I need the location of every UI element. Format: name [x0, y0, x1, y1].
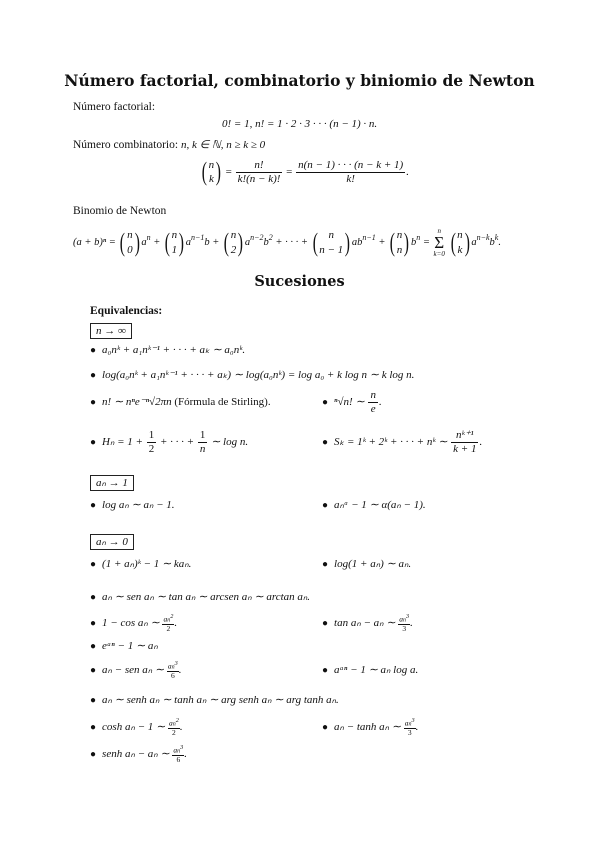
harmonic-frac-1: $\frac{1}{2}$	[148, 429, 155, 456]
fraction-den-2: k!	[346, 172, 355, 185]
fraction-num: n!	[236, 159, 283, 173]
bullet: ●	[322, 721, 329, 733]
item-z1-text: (1 + aₙ)ᵏ − 1 ∼ kaₙ.	[102, 558, 192, 570]
newton-formula: (a + b)ⁿ = ( n 0 ) $a^n$ + ( n 1 ) $a^{n-1}b$ + ( n 2 ) $a^{n-2}b^2$ + · · · + ( n n − 1 ) $ab^{n-1}$ + ( n n ) $b^n$ = n Σ k=0 ( n k ) $a^{n-k}b^k$.	[73, 227, 501, 259]
item-senh-text: senh aₙ − aₙ ∼	[102, 747, 170, 760]
binom-n-n: ( n n )	[389, 227, 410, 257]
item-logpoly	[90, 368, 414, 381]
item-trig-text: aₙ ∼ sen aₙ ∼ tan aₙ ∼ arcsen aₙ ∼ arctan aₙ.	[102, 591, 311, 603]
root-text: ⁿ√n! ∼	[334, 396, 365, 409]
sen-frac: $\frac{an^3}{6}$	[167, 660, 178, 680]
sk-a: Sₖ = 1ᵏ + 2ᵏ + · · · + nᵏ ∼	[334, 436, 448, 449]
sum-symbol: n Σ k=0	[433, 227, 445, 259]
equals-sign: =	[225, 165, 232, 178]
item-harmonic	[90, 429, 248, 456]
item-log1-text: log aₙ ∼ aₙ − 1.	[102, 499, 175, 511]
item-z2	[322, 557, 411, 570]
item-alog	[322, 663, 418, 676]
item-root: ● ⁿ√n! ∼ $\frac{n}{e}$ .	[322, 389, 382, 416]
cos-frac: $\frac{an^2}{2}$	[163, 613, 174, 633]
sk-den: k + 1	[453, 443, 477, 456]
item-cos-text: 1 − cos aₙ ∼	[102, 616, 160, 629]
item-sen: ● aₙ − sen aₙ ∼ $\frac{an^3}{6}$ .	[90, 660, 182, 680]
newton-lhs: (a + b)ⁿ =	[73, 237, 116, 249]
item-alog-text: aᵃⁿ − 1 ∼ aₙ log a.	[334, 664, 419, 676]
item-exp	[90, 639, 158, 652]
bullet: ●	[90, 500, 97, 511]
fraction-factorial	[236, 159, 283, 186]
stirling-math: n! ∼ nⁿe⁻ⁿ√2πn	[102, 396, 172, 408]
item-senh: ● senh aₙ − aₙ ∼ $\frac{an^3}{6}$ .	[90, 744, 187, 764]
factorial-formula: 0! = 1, n! = 1 · 2 · 3 · · · (n − 1) · n.	[222, 118, 378, 130]
bullet: ●	[90, 345, 97, 356]
item-poly-text: a₀nᵏ + a₁nᵏ⁻¹ + · · · + aₖ ∼ a₀nᵏ.	[102, 344, 246, 356]
item-trig	[90, 590, 310, 603]
page-title: Número factorial, combinatorio y biniomio de Newton	[64, 71, 535, 90]
combinatorio-condition: n, k ∈ ℕ, n ≥ k ≥ 0	[180, 139, 266, 151]
root-fraction	[368, 389, 378, 416]
section-box-inf: n → ∞	[90, 323, 132, 339]
combinatorio-label-text: Número combinatorio:	[73, 139, 179, 151]
bullet: ●	[322, 500, 329, 511]
bullet: ●	[90, 721, 97, 733]
binom-n-2: ( n 2 )	[223, 227, 244, 257]
newton-label: Binomio de Newton	[73, 205, 167, 217]
item-tanh-text: aₙ − tanh aₙ ∼	[334, 720, 402, 733]
item-cosh-text: cosh aₙ − 1 ∼	[102, 720, 166, 733]
cosh-frac: $\frac{an^2}{2}$	[168, 717, 179, 737]
fraction-product	[296, 159, 405, 186]
item-z2-text: log(1 + aₙ) ∼ aₙ.	[334, 558, 412, 570]
combinatorio-label	[73, 138, 265, 151]
item-pow1	[322, 498, 426, 511]
sk-num: nᵏ⁺¹	[451, 429, 478, 443]
fraction-den: k!(n − k)!	[237, 172, 281, 185]
section-zero	[90, 530, 134, 549]
bullet: ●	[90, 592, 97, 603]
bullet: ●	[90, 617, 97, 629]
bullet: ●	[90, 397, 97, 408]
root-den: e	[370, 403, 376, 416]
bullet: ●	[90, 641, 97, 652]
bullet: ●	[322, 665, 329, 676]
fraction-num-2: n(n − 1) · · · (n − k + 1)	[296, 159, 405, 173]
senh-frac: $\frac{an^3}{6}$	[173, 744, 184, 764]
section-one	[90, 471, 134, 490]
bullet: ●	[90, 559, 97, 570]
item-cosh: ● cosh aₙ − 1 ∼ $\frac{an^2}{2}$ .	[90, 717, 183, 737]
harmonic-c: ∼ log n.	[211, 436, 249, 449]
binom-n-1: ( n 1 )	[164, 227, 185, 257]
sk-frac	[451, 429, 478, 456]
bullet: ●	[322, 617, 329, 629]
root-num: n	[368, 389, 378, 403]
bullet: ●	[322, 397, 329, 409]
tan-frac: $\frac{an^3}{3}$	[399, 613, 410, 633]
item-logpoly-text: log(a₀nᵏ + a₁nᵏ⁻¹ + · · · + aₖ) ∼ log(a₀nᵏ) = log a₀ + k log n ∼ k log n.	[102, 369, 415, 381]
item-tan-text: tan aₙ − aₙ ∼	[334, 616, 396, 629]
tanh-frac: $\frac{an^3}{3}$	[404, 717, 415, 737]
harmonic-a: Hₙ = 1 +	[102, 436, 143, 449]
harmonic-frac-n: $\frac{1}{n}$	[199, 429, 206, 456]
item-cos: ● 1 − cos aₙ ∼ $\frac{an^2}{2}$ .	[90, 613, 178, 633]
item-exp-text: eᵃⁿ − 1 ∼ aₙ	[102, 640, 158, 652]
item-pow1-text: aₙᵅ − 1 ∼ α(aₙ − 1).	[334, 499, 426, 511]
bullet: ●	[90, 437, 97, 449]
stirling-text: (Fórmula de Stirling).	[174, 396, 271, 408]
bullet: ●	[90, 664, 97, 676]
item-sk: ● Sₖ = 1ᵏ + 2ᵏ + · · · + nᵏ ∼ $\frac{\text{nᵏ⁺¹}}{k + 1}$ .	[322, 429, 483, 456]
sucesiones-title: Sucesiones	[254, 273, 345, 290]
combinatorio-formula: ( n k ) = $\frac{n!}{k!(n - k)!}$ = $\frac{n(n - 1) \cdot \cdot \cdot (n - k + 1)}{k!}$ .	[201, 157, 409, 187]
item-tanh: ● aₙ − tanh aₙ ∼ $\frac{an^3}{3}$ .	[322, 717, 419, 737]
factorial-label: Número factorial:	[73, 101, 156, 113]
item-sen-text: aₙ − sen aₙ ∼	[102, 663, 165, 676]
item-poly	[90, 343, 245, 356]
bullet: ●	[322, 437, 329, 449]
item-hyp	[90, 693, 339, 706]
harmonic-b: + · · · +	[159, 436, 195, 449]
item-log1	[90, 498, 175, 511]
section-box-one: aₙ → 1	[90, 475, 134, 491]
bullet: ●	[322, 559, 329, 570]
item-z1	[90, 557, 191, 570]
binom-n-0: ( n 0 )	[120, 227, 140, 257]
item-stirling	[90, 395, 271, 408]
bullet: ●	[90, 370, 97, 381]
binom-n-k: ( n k )	[201, 157, 222, 187]
binom-n-k-sum: ( n k )	[450, 227, 470, 257]
binom-n-n1: ( n n − 1 )	[312, 227, 351, 257]
bullet: ●	[90, 695, 97, 706]
bullet: ●	[90, 748, 97, 760]
equals-sign-2: =	[286, 165, 293, 178]
section-inf	[90, 319, 132, 338]
item-hyp-text: aₙ ∼ senh aₙ ∼ tanh aₙ ∼ arg senh aₙ ∼ arg tanh aₙ.	[102, 694, 339, 706]
section-box-zero: aₙ → 0	[90, 534, 134, 550]
equivalencias-label: Equivalencias:	[90, 305, 163, 317]
item-tan: ● tan aₙ − aₙ ∼ $\frac{an^3}{3}$ .	[322, 613, 413, 633]
